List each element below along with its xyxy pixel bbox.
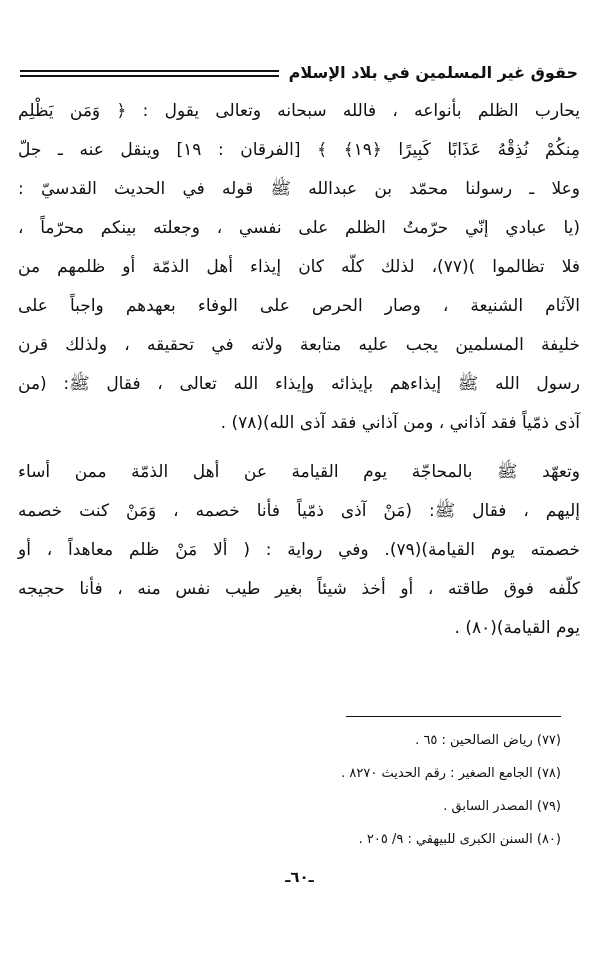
text-line: رسول الله ﷺ إيذاءهم بإيذائه وإيذاء الله تعالى ، فقال ﷺ: (من [18, 374, 580, 394]
text-line: الآثام الشنيعة ، وصار الحرص على الوفاء بعهدهم واجباً على [18, 296, 580, 316]
text-line: خليفة المسلمين يجب عليه متابعة ولاته في تحقيقه ، ولذلك قرن [18, 335, 580, 355]
text-line: وتعهّد ﷺ بالمحاجّة يوم القيامة عن أهل الذمّة ممن أساء [18, 462, 580, 482]
header-title: حقوق غير المسلمين في بلاد الإسلام [279, 62, 578, 84]
footnote: (٨٠) السنن الكبرى للبيهقي : ٩/ ٢٠٥ . [358, 832, 561, 847]
footnote: (٧٩) المصدر السابق . [443, 799, 561, 814]
text-line: خصمته يوم القيامة)(٧٩). وفي رواية : ( ألا مَنْ ظلم معاهداً ، أو [18, 540, 580, 560]
running-header [20, 62, 578, 84]
paragraph-gap [18, 443, 580, 453]
text-line: فلا تظالموا )(٧٧)، لذلك كلّه كان إيذاء أهل الذمّة أو ظلمهم من [18, 257, 580, 277]
footnote-separator [346, 716, 561, 717]
footnote: (٧٧) رياض الصالحين : ٦٥ . [415, 733, 561, 748]
page-number: ـ٦٠ـ [285, 868, 314, 886]
text-line: وعلا ـ رسولنا محمّد بن عبدالله ﷺ قوله في الحديث القدسيّ : [18, 179, 580, 199]
text-line: يوم القيامة)(٨٠) . [454, 618, 580, 638]
text-line: يحارب الظلم بأنواعه ، فالله سبحانه وتعالى يقول : ﴿ وَمَن يَظْلِم [18, 101, 580, 121]
footnote: (٧٨) الجامع الصغير : رقم الحديث ٨٢٧٠ . [341, 766, 561, 781]
main-text [18, 92, 580, 648]
footnotes [41, 724, 561, 856]
text-line: مِنكُمْ نُذِقْهُ عَذَابًا كَبِيرًا ﴿١٩﴾ ﴾ [الفرقان : ١٩] وينقل عنه ـ جلّ [18, 140, 580, 160]
text-line: إليهم ، فقال ﷺ: (مَنْ آذى ذمّياً فأنا خصمه ، وَمَنْ كنت خصمه [18, 501, 580, 521]
text-line: آذى ذمّياً فقد آذاني ، ومن آذاني فقد آذى الله)(٧٨) . [220, 413, 580, 433]
text-line: كلّفه فوق طاقته ، أو أخذ شيئاً بغير طيب نفس منه ، فأنا حجيجه [18, 579, 580, 599]
text-line: (يا عبادي إنّي حرّمتُ الظلم على نفسي ، وجعلته بينكم محرّماً ، [18, 218, 580, 238]
